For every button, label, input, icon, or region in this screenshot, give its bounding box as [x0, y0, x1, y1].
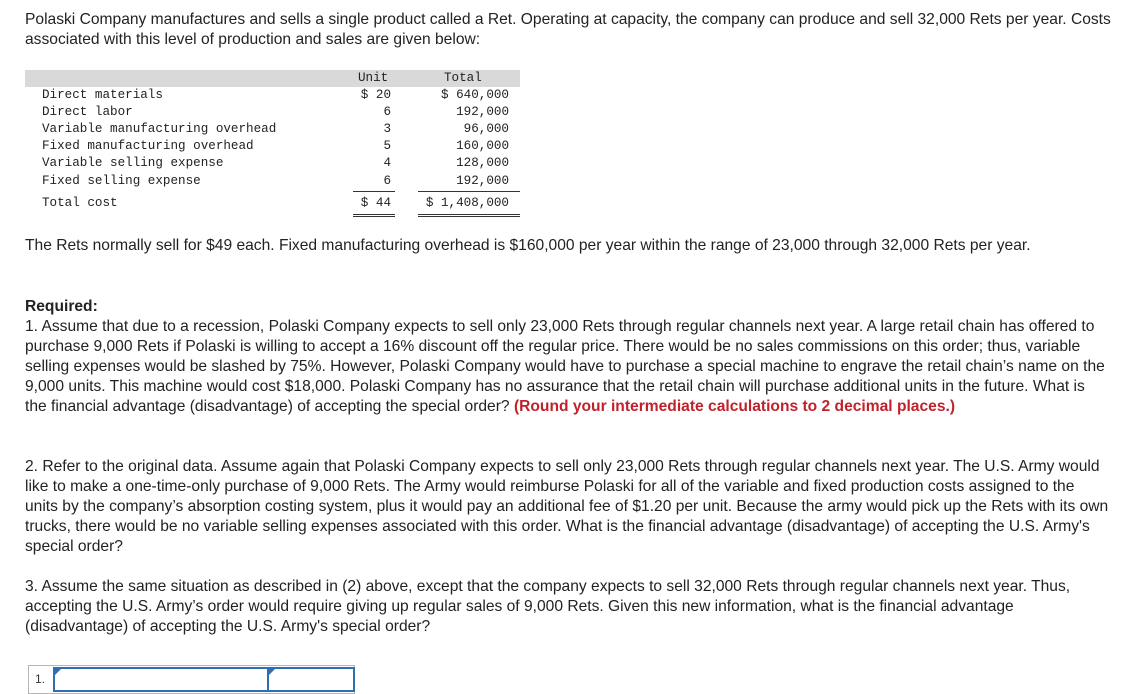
answer-1-amount-input[interactable]: [267, 667, 355, 692]
answer-row-1: [28, 665, 355, 694]
normal-price-paragraph: The Rets normally sell for $49 each. Fixed manufacturing overhead is $160,000 per year within the range of 23,000 through 32,000 Rets per year.: [25, 237, 1031, 254]
question-3: 3. Assume the same situation as described in (2) above, except that the company expects to sell 32,000 Rets through regular channels next year. Thus, accepting the U.S. Army’s order would require giving up regular sales of 9,000 Rets. Given this new information, what is the financial advantage (disadvantage) of accepting the U.S. Army's special order?: [25, 578, 1071, 635]
row-label: Fixed selling expense: [42, 174, 201, 188]
row-unit: 5: [383, 139, 391, 153]
total-double-rule-bottom: [418, 216, 520, 217]
row-label: Fixed manufacturing overhead: [42, 139, 254, 153]
input-marker-icon: [55, 669, 61, 675]
total-row-total: $ 1,408,000: [425, 196, 509, 210]
total-row-label: Total cost: [42, 196, 118, 210]
row-unit: 6: [383, 174, 391, 188]
row-total: 128,000: [456, 156, 509, 170]
required-heading: Required:: [25, 298, 98, 315]
unit-total-double-rule-top: [353, 214, 395, 215]
total-row-unit: $ 44: [360, 196, 391, 210]
answer-row-number: 1.: [35, 672, 46, 686]
row-label: Direct materials: [42, 88, 163, 102]
row-unit: 3: [383, 122, 391, 136]
row-total: 192,000: [456, 105, 509, 119]
row-total: 160,000: [456, 139, 509, 153]
row-unit: $ 20: [360, 88, 391, 102]
input-marker-icon: [269, 669, 275, 675]
row-label: Direct labor: [42, 105, 133, 119]
total-subtotal-rule: [418, 191, 520, 192]
question-2: 2. Refer to the original data. Assume again that Polaski Company expects to sell only 23,000 Rets through regular channels next year. The U.S. Army would like to make a one-time-only purchase of 9,000 Rets. The Army would reimburse Polaski for all of the variable and fixed production costs assigned to the units by the company’s absorption costing system, plus it would pay an additional fee of $1.20 per unit. Because the army would pick up the Rets with its own trucks, there would be no variable selling expenses associated with this order. What is the financial advantage (disadvantage) of accepting the U.S. Army's special order?: [25, 458, 1109, 555]
row-total: 96,000: [463, 122, 509, 136]
row-total: 192,000: [456, 174, 509, 188]
total-double-rule-top: [418, 214, 520, 215]
unit-column-header: Unit: [358, 71, 389, 85]
unit-subtotal-rule: [353, 191, 395, 192]
row-unit: 6: [383, 105, 391, 119]
intro-paragraph: Polaski Company manufactures and sells a single product called a Ret. Operating at capacity, the company can produce and sell 32,000 Rets per year. Costs associated with this level of production and sales are given below:: [25, 11, 1111, 48]
unit-total-double-rule-bottom: [353, 216, 395, 217]
question-1: [25, 317, 1110, 417]
row-label: Variable selling expense: [42, 156, 224, 170]
row-total: $ 640,000: [440, 88, 509, 102]
row-unit: 4: [383, 156, 391, 170]
row-label: Variable manufacturing overhead: [42, 122, 277, 136]
answer-1-label-input[interactable]: [53, 667, 269, 692]
rounding-note: (Round your intermediate calculations to 2 decimal places.): [513, 398, 956, 415]
total-column-header: Total: [444, 71, 482, 85]
question-1-text: 1. Assume that due to a recession, Polaski Company expects to sell only 23,000 Rets through regular channels next year. A large retail chain has offered to purchase 9,000 Rets if Polaski is willing to accept a 16% discount off the regular price. There would be no sales commissions on this order; thus, variable selling expenses would be slashed by 75%. However, Polaski Company would have to purchase a special machine to engrave the retail chain’s name on the 9,000 units. This machine would cost $18,000. Polaski Company has no assurance that the retail chain will purchase additional units in the future. What is the financial advantage (disadvantage) of accepting the special order?: [25, 318, 1105, 415]
